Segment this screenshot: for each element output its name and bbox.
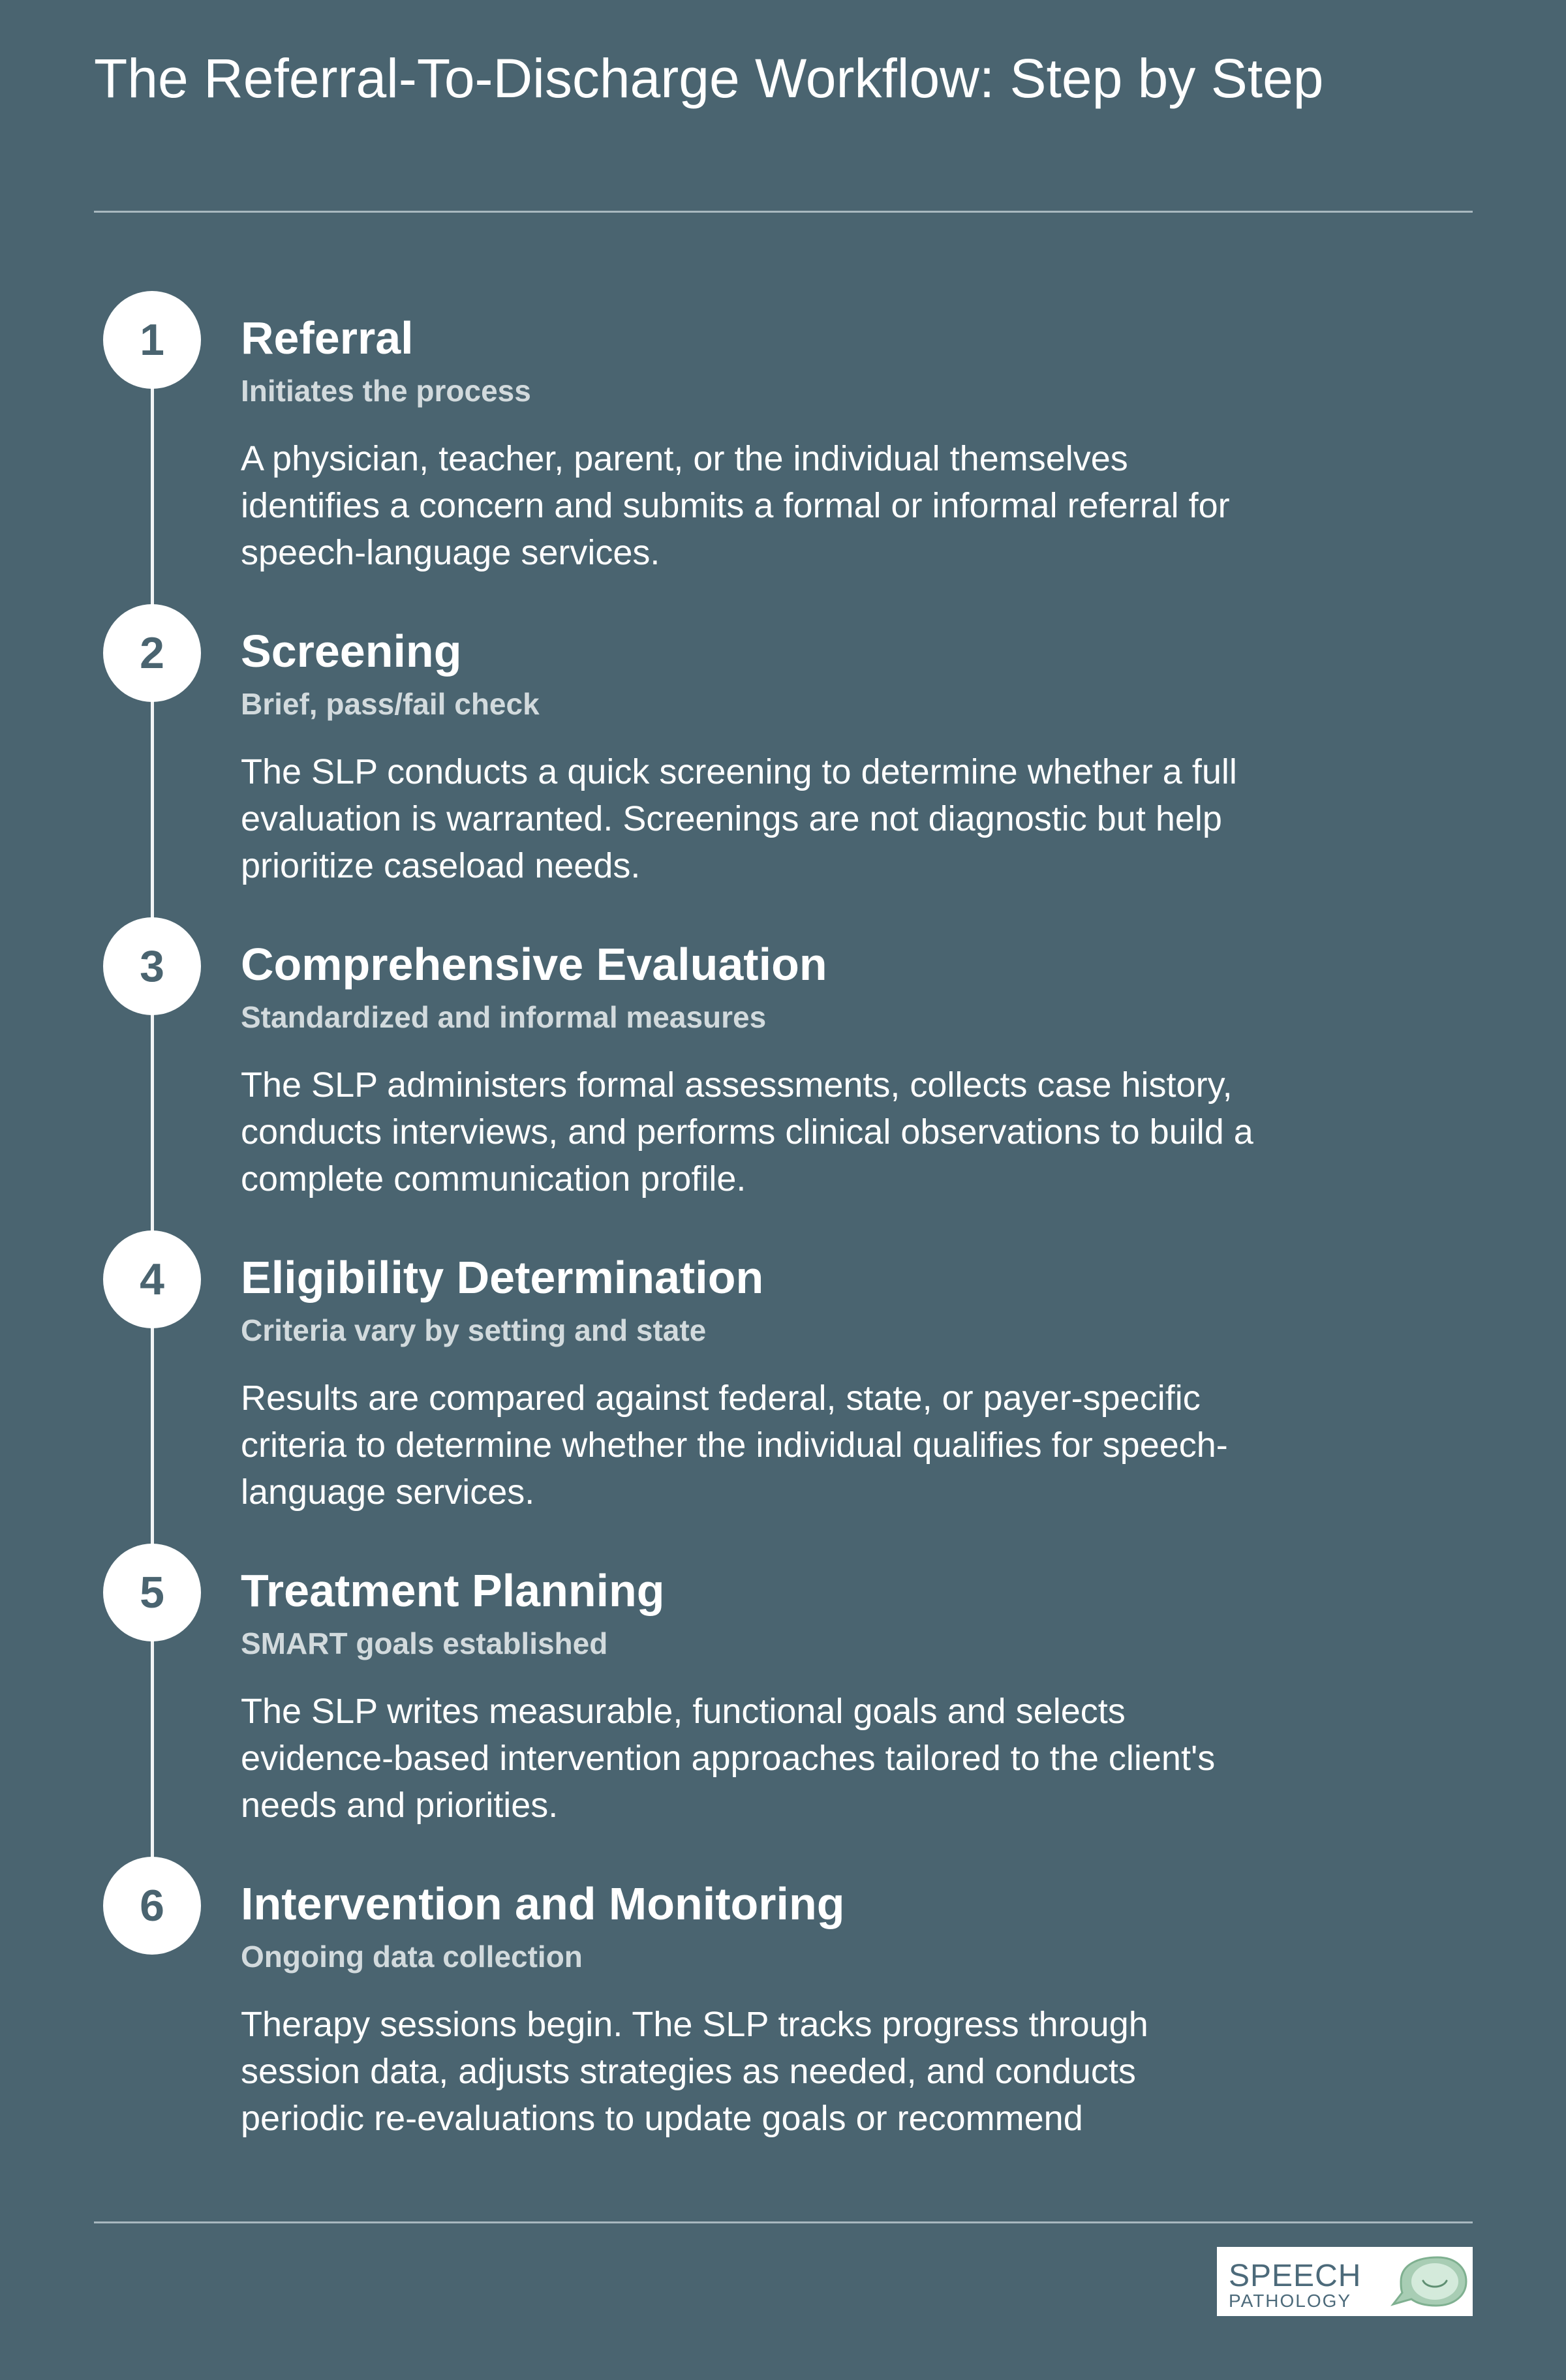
speech-bubble-smile-icon: [1381, 2252, 1470, 2311]
step-subtitle: Criteria vary by setting and state: [241, 1313, 707, 1347]
step-intervention-and-monitoring: [0, 1857, 1566, 2170]
step-description: Results are compared against federal, state, or payer-specific criteria to determine whether the individual qualifies for speech-language services.: [241, 1379, 1228, 1512]
page-title: The Referral-To-Discharge Workflow: Step by Step: [94, 48, 1324, 109]
step-description: Therapy sessions begin. The SLP tracks progress through session data, adjusts strategies as needed, and conducts periodic re-evaluations to update goals or recommend: [241, 2005, 1148, 2138]
step-treatment-planning: [0, 1544, 1566, 1857]
logo-wordmark-line1: SPEECH: [1229, 2259, 1362, 2293]
top-divider: [94, 211, 1473, 213]
step-description: A physician, teacher, parent, or the individual themselves identifies a concern and submits a formal or informal referral for speech-language services.: [241, 439, 1230, 572]
bottom-divider: [94, 2221, 1473, 2223]
step-title: Referral: [241, 313, 414, 363]
step-comprehensive-evaluation: [0, 917, 1566, 1230]
step-subtitle: Brief, pass/fail check: [241, 687, 540, 721]
step-eligibility-determination: [0, 1230, 1566, 1544]
step-subtitle: SMART goals established: [241, 1626, 608, 1660]
step-title: Comprehensive Evaluation: [241, 939, 827, 990]
step-title: Screening: [241, 626, 462, 677]
step-subtitle: Standardized and informal measures: [241, 1000, 767, 1034]
step-subtitle: Ongoing data collection: [241, 1940, 583, 1974]
step-number-badge: 3: [103, 917, 201, 1015]
logo-wordmark-line2: PATHOLOGY: [1229, 2291, 1352, 2311]
step-description: The SLP administers formal assessments, collects case history, conducts interviews, and performs clinical observations to build a complete communication profile.: [241, 1065, 1253, 1198]
step-number-badge: 2: [103, 604, 201, 702]
step-number-badge: 4: [103, 1230, 201, 1328]
step-title: Treatment Planning: [241, 1565, 665, 1616]
step-referral: [0, 291, 1566, 604]
step-title: Intervention and Monitoring: [241, 1878, 845, 1929]
step-screening: [0, 604, 1566, 917]
speech-pathology-logo: [1217, 2247, 1473, 2316]
step-description: The SLP writes measurable, functional goals and selects evidence-based intervention approaches tailored to the client's needs and priorities.: [241, 1692, 1216, 1825]
step-number-badge: 5: [103, 1544, 201, 1641]
step-title: Eligibility Determination: [241, 1252, 764, 1303]
step-number-badge: 1: [103, 291, 201, 389]
step-subtitle: Initiates the process: [241, 374, 531, 408]
step-number-badge: 6: [103, 1857, 201, 1955]
step-description: The SLP conducts a quick screening to determine whether a full evaluation is warranted. Screenings are not diagnostic but help prioritize caseload needs.: [241, 752, 1237, 885]
